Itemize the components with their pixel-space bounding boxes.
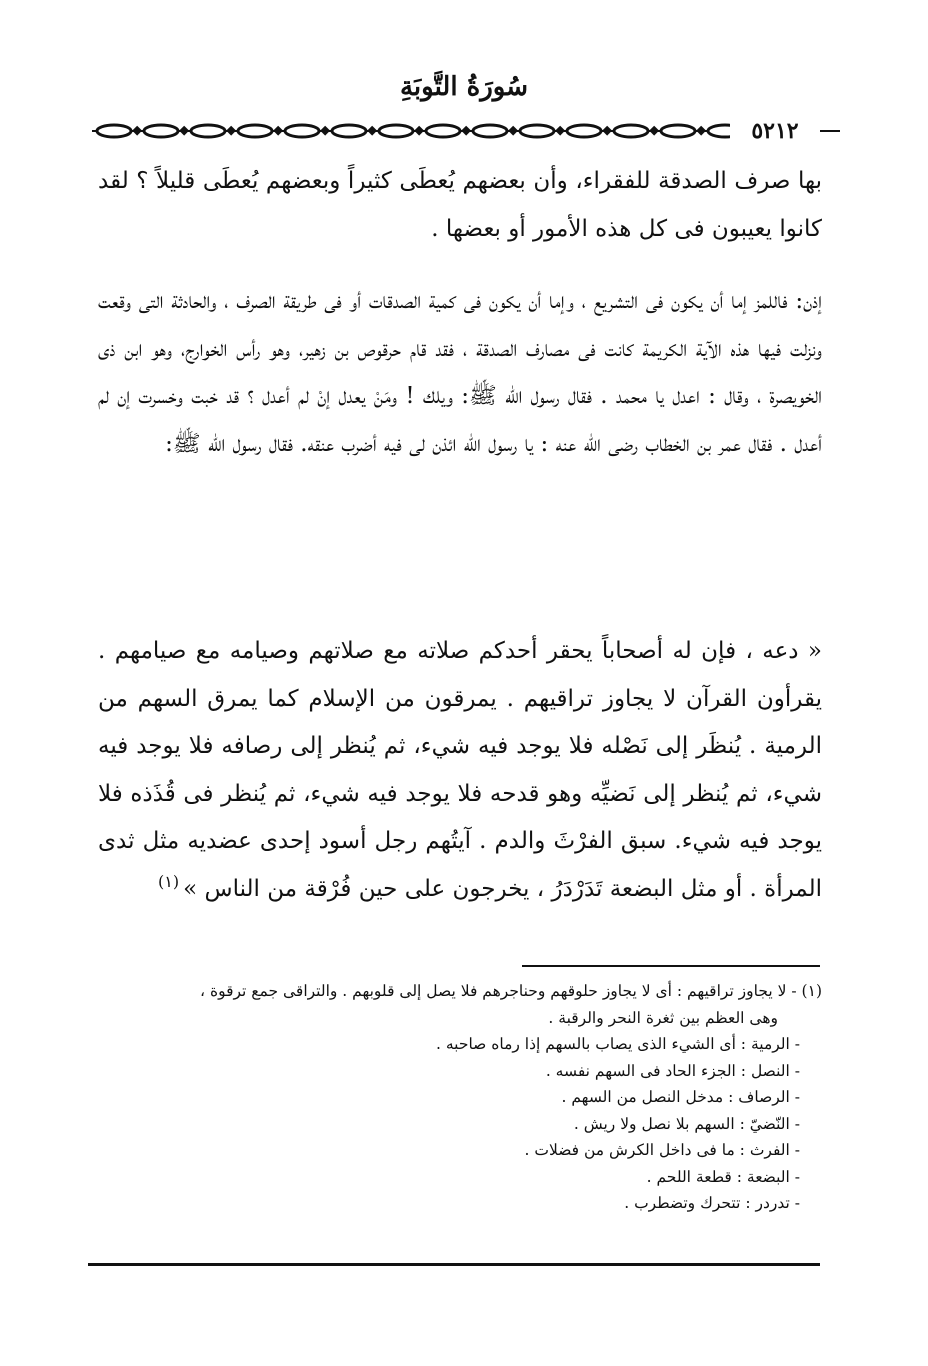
ornament-diamond	[649, 126, 659, 136]
ornament-link	[285, 125, 319, 137]
ornament-diamond	[132, 126, 142, 136]
ornament-diamond	[226, 126, 236, 136]
page-number: ٥٢١٢	[730, 116, 820, 146]
paragraph-3-hadith	[98, 628, 822, 913]
ornament-diamond	[367, 126, 377, 136]
footnote-item: - النّضيّ : السهم بلا نصل ولا ريش .	[573, 1114, 800, 1133]
ornament-link	[379, 125, 413, 137]
ornament-link	[520, 125, 554, 137]
ornament-link	[97, 125, 131, 137]
ornament-link	[426, 125, 460, 137]
paragraph-2	[98, 278, 822, 468]
ornamental-border	[92, 118, 840, 144]
footnote-item: - البضعة : قطعة اللحم .	[646, 1167, 800, 1186]
footnote-item: - الرمية : أى الشيء الذى يصاب بالسهم إذا رماه صاحبه .	[436, 1035, 800, 1053]
ornament-diamond	[696, 126, 706, 136]
ornament-diamond	[179, 126, 189, 136]
ornament-diamond	[414, 126, 424, 136]
ornament-link	[661, 125, 695, 137]
footnote-item: - تدردر : تتحرك وتضطرب .	[624, 1194, 800, 1212]
footnote-marker: (١)	[158, 871, 180, 891]
ornament-diamond	[320, 126, 330, 136]
ornament-diamond	[508, 126, 518, 136]
footnote-item: - الفرث : ما فى داخل الكرش من فضلات .	[524, 1141, 800, 1159]
ornament-link	[238, 125, 272, 137]
bottom-rule	[88, 1263, 820, 1266]
paragraph-text: بها صرف الصدقة للفقراء، وأن بعضهم يُعطَى كثيراً وبعضهم يُعطَى قليلاً ؟ لقد كانوا يعيبون فى كل هذه الأمور أو بعضها .	[98, 168, 822, 242]
footnotes	[92, 978, 822, 1217]
ornament-link	[473, 125, 507, 137]
paragraph-text: إذن: فاللمز إما أن يكون فى التشريع ، وإما أن يكون فى كمية الصدقات أو فى طريقة الصرف ، والحادثة التى وقعت ونزلت فيها هذه الآية الكريمة كانت فى مصارف الصدقة ، فقد قام حرقوص بن زهير، وهو رأس الخوارج، وهو ابن ذى الخويصرة ، وقال : اعدل يا محمد . فقال رسول الله ﷺ: ويلك ! ومَنْ يعدل إنْ لم أعدل ؟ قد خبت وخسرت إن لم أعدل . فقال عمر بن الخطاب رضى الله عنه : يا رسول الله ائذن لى فيه أضرب عنقه. فقال رسول الله ﷺ:	[98, 288, 822, 457]
footnote-item: - النصل : الجزء الحاد فى السهم نفسه .	[545, 1061, 800, 1080]
footnote-separator	[522, 965, 820, 967]
paragraph-1	[98, 158, 822, 253]
paragraph-text	[98, 628, 822, 913]
ornament-link	[144, 125, 178, 137]
ornament-diamond	[555, 126, 565, 136]
surah-title: سُورَةُ التَّوبَةِ	[399, 72, 529, 102]
ornament-diamond	[461, 126, 471, 136]
hadith-text: « دعه ، فإن له أصحاباً يحقر أحدكم صلاته مع صلاتهم وصيامه مع صيامهم . يقرأون القرآن لا يجاوز تراقيهم . يمرقون من الإسلام كما يمرق السهم من الرمية . يُنظَر إلى نَصْله فلا يوجد فيه شيء، ثم يُنظر إلى رصافه فلا يوجد فيه شيء، ثم يُنظر إلى نَضيِّه وهو قدحه فلا يوجد فيه شيء، ثم يُنظر فى قُذَذه فلا يوجد فيه شيء. سبق الفرْثَ والدم . آيتُهم رجل أسود إحدى عضديه مثل ثدى المرأة . أو مثل البضعة تَدَرْدَرُ ، يخرجون على حين فُرْقة من الناس »	[98, 638, 822, 902]
ornament-link	[614, 125, 648, 137]
ornament-link	[191, 125, 225, 137]
ornament-link	[332, 125, 366, 137]
ornament-link	[567, 125, 601, 137]
footnote-item: - الرصاف : مدخل النصل من السهم .	[561, 1088, 800, 1106]
footnote-line: وهى العظم بين ثغرة النحر والرقبة .	[548, 1008, 778, 1027]
ornament-diamond	[602, 126, 612, 136]
footnote-line: (١) - لا يجاوز تراقيهم : أى لا يجاوز حلوقهم وحناجرهم فلا يصل إلى قلوبهم . والتراقى جمع ترقوة ،	[200, 982, 822, 1000]
ornament-diamond	[273, 126, 283, 136]
